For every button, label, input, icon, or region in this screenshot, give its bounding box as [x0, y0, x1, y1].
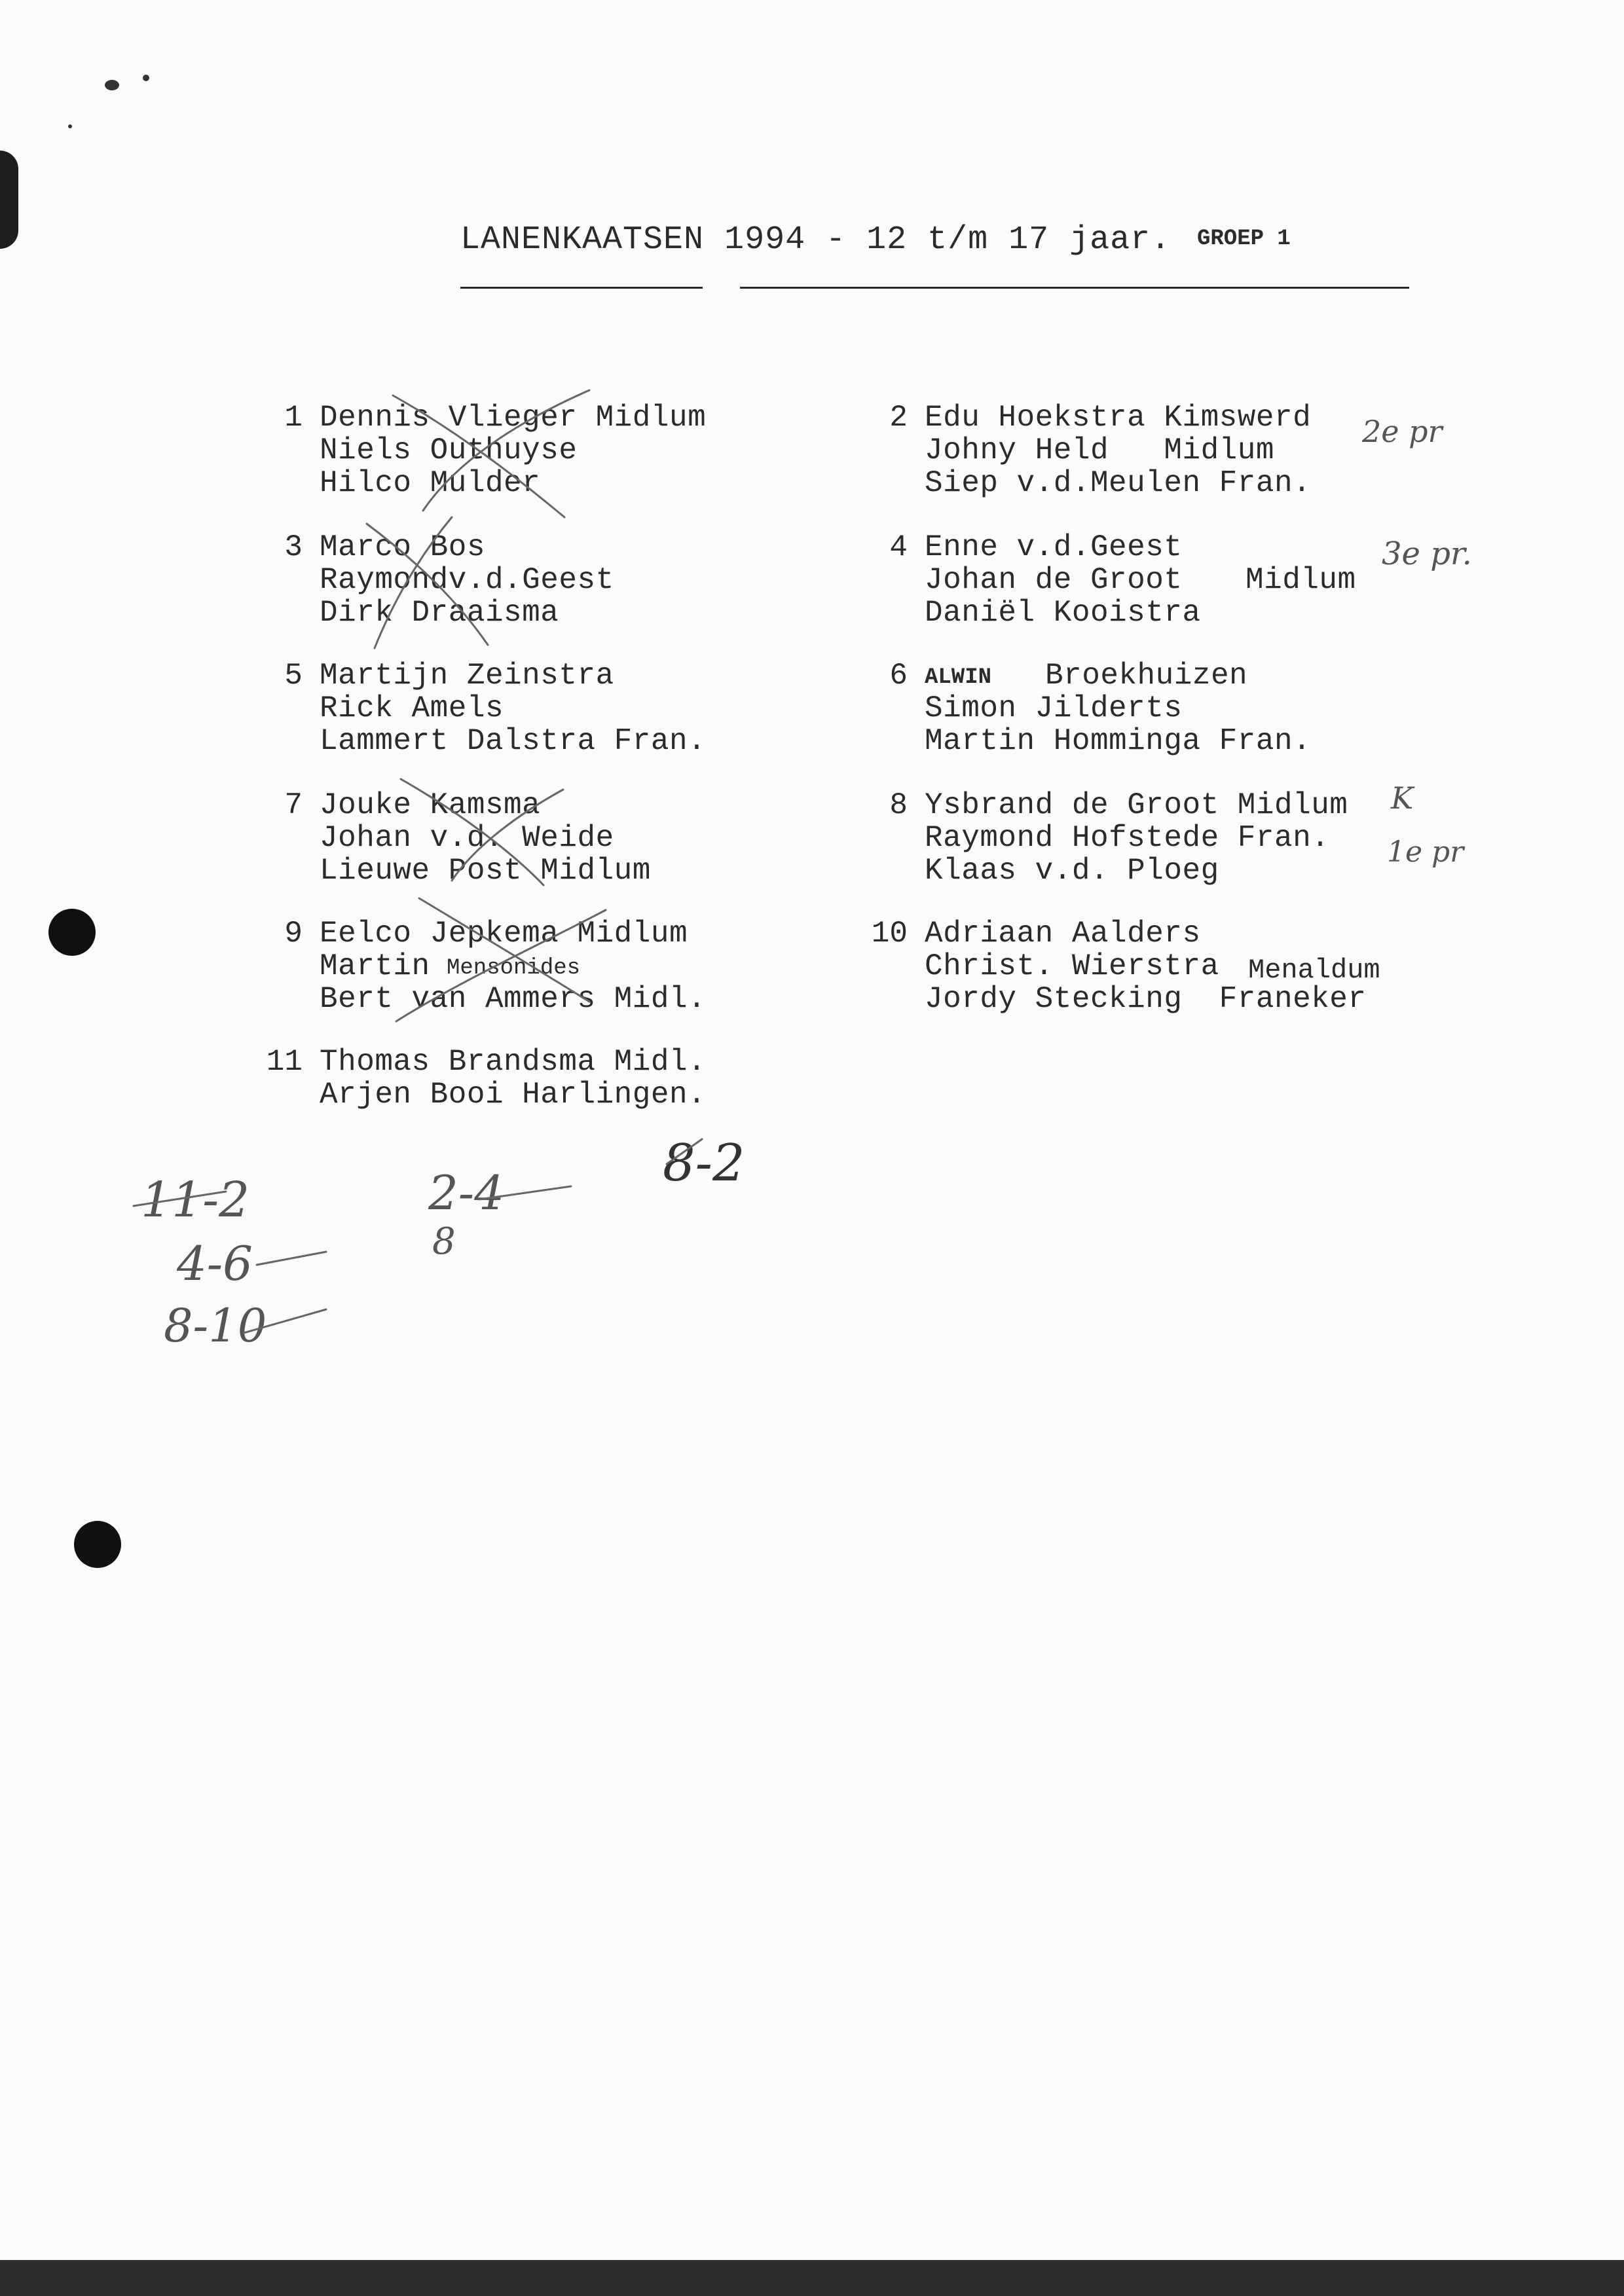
handwritten-pairing: 8-10 [164, 1299, 267, 1353]
team-member: Simon Jilderts [925, 691, 1183, 725]
page-title: LANENKAATSEN 1994 - 12 t/m 17 jaar. [460, 221, 1172, 259]
team-member: Dennis Vlieger Midlum [320, 401, 707, 435]
team-number: 3 [284, 530, 303, 564]
team-member: Marco Bos [320, 530, 485, 564]
team-member: Eelco Jepkema Midlum [320, 917, 688, 951]
team-member: Martijn Zeinstra [320, 659, 614, 693]
team-member-surname: Broekhuizen [1045, 659, 1248, 693]
team-member-place: Midlum [1246, 563, 1356, 597]
team-number: 2 [889, 401, 908, 435]
handwritten-rank-team4: 3e pr. [1382, 536, 1472, 572]
team-member: Daniël Kooistra [925, 596, 1201, 630]
team-member: Siep v.d.Meulen Fran. [925, 466, 1312, 500]
handwritten-pairing: 4-6 [177, 1236, 253, 1291]
team-member: Rick Amels [320, 691, 504, 725]
team-member: Johan v.d. Weide [320, 821, 614, 855]
handwritten-pairing: 8-2 [663, 1134, 745, 1193]
team-member: Christ. Wierstra [925, 949, 1219, 983]
handwritten-pairing: 8 [432, 1220, 456, 1263]
team-member: Enne v.d.Geest [925, 530, 1183, 564]
team-member: Raymondv.d.Geest [320, 563, 614, 597]
team-number: 9 [284, 917, 303, 951]
team-member: Martin Homminga Fran. [925, 724, 1312, 758]
team-member: Lieuwe Post Midlum [320, 854, 651, 888]
team-number: 4 [889, 530, 908, 564]
team-member: Niels Outhuyse [320, 433, 578, 467]
team-member: Dirk Draaisma [320, 596, 559, 630]
team-member: Arjen Booi Harlingen. [320, 1078, 707, 1112]
team-member: Ysbrand de Groot Midlum [925, 788, 1348, 822]
team-member-firstname: Martin [320, 949, 430, 983]
team-member: Hilco Mulder [320, 466, 541, 500]
team-member: Edu Hoekstra Kimswerd [925, 401, 1312, 435]
team-number: 6 [889, 659, 908, 693]
group-label: GROEP 1 [1197, 227, 1291, 251]
team-member: Raymond Hofstede Fran. [925, 821, 1330, 855]
team-number: 8 [889, 788, 908, 822]
team-number: 1 [284, 401, 303, 435]
team-member-firstname: ALWIN [925, 665, 992, 690]
team-number: 5 [284, 659, 303, 693]
team-member: Jouke Kamsma [320, 788, 541, 822]
team-member-place: Menaldum [1248, 955, 1380, 986]
team-member: Johan de Groot [925, 563, 1183, 597]
team-number: 10 [871, 917, 908, 951]
team-member-surname: Mensonides [447, 956, 581, 981]
team-number: 7 [284, 788, 303, 822]
team-member: Lammert Dalstra Fran. [320, 724, 707, 758]
team-member: Klaas v.d. Ploeg [925, 854, 1219, 888]
handwritten-rank-team2: 2e pr [1362, 414, 1443, 449]
team-member: Johny Held Midlum [925, 433, 1274, 467]
team-member: Jordy Stecking Franeker [925, 982, 1367, 1016]
handwritten-rank-team8: 1e pr [1387, 835, 1464, 869]
handwritten-mark-team8: K [1391, 780, 1414, 816]
team-member: Thomas Brandsma Midl. [320, 1045, 707, 1079]
team-member: Adriaan Aalders [925, 917, 1201, 951]
team-number: 11 [266, 1045, 303, 1079]
handwritten-pairing: 2-4 [428, 1165, 504, 1220]
team-member: Bert van Ammers Midl. [320, 982, 707, 1016]
handwritten-pairing: 11-2 [141, 1172, 250, 1228]
